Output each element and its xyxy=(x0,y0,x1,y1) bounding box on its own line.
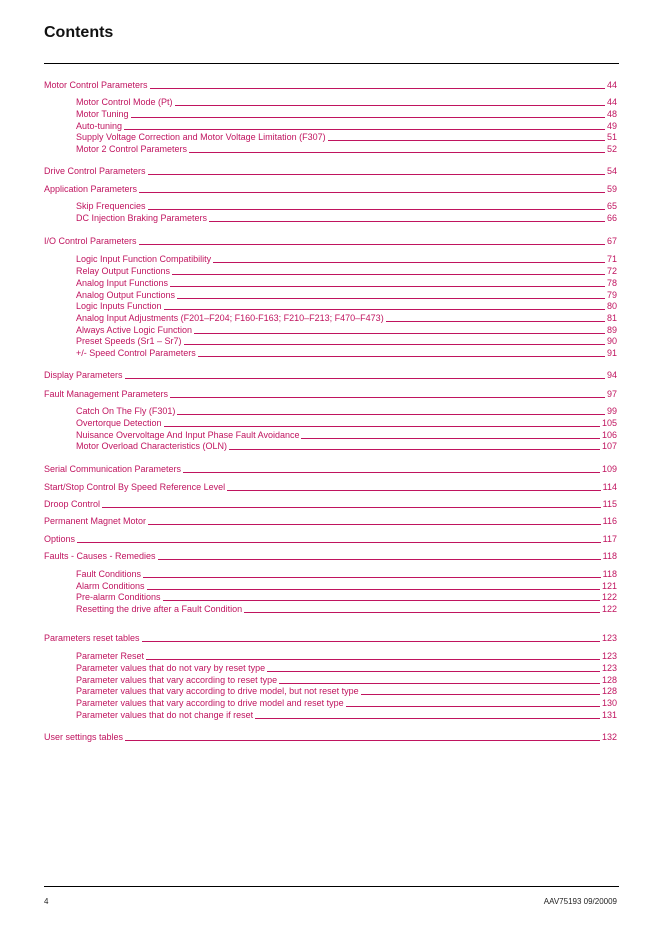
toc-subentry[interactable] xyxy=(76,311,617,323)
toc-leader-line xyxy=(267,671,600,672)
toc-subentry[interactable] xyxy=(76,649,617,661)
toc-subentry[interactable] xyxy=(76,708,617,720)
toc-leader-line xyxy=(125,378,605,379)
toc-entry-page: 59 xyxy=(606,184,617,194)
toc-leader-line xyxy=(244,612,600,613)
toc-entry-page: 94 xyxy=(606,370,617,380)
toc-entry-page: 44 xyxy=(606,97,617,107)
toc-entry-page: 117 xyxy=(602,534,617,544)
toc-entry-page: 116 xyxy=(602,516,617,526)
toc-entry-page: 89 xyxy=(606,325,617,335)
toc-leader-line xyxy=(170,286,605,287)
toc-entry-title: Droop Control xyxy=(44,499,101,509)
toc-leader-line xyxy=(170,397,605,398)
toc-entry-title: Motor Overload Characteristics (OLN) xyxy=(76,441,228,451)
toc-entry-title: Application Parameters xyxy=(44,184,138,194)
toc-leader-line xyxy=(189,152,605,153)
toc-leader-line xyxy=(148,174,605,175)
toc-leader-line xyxy=(146,659,600,660)
toc-leader-line xyxy=(213,262,605,263)
toc-subentry[interactable] xyxy=(76,107,617,119)
toc-subentry[interactable] xyxy=(76,95,617,107)
toc-leader-line xyxy=(131,117,605,118)
toc-subentry[interactable] xyxy=(76,211,617,223)
toc-entry[interactable] xyxy=(44,514,617,526)
toc-entry-page: 115 xyxy=(602,499,617,509)
toc-entry-title: Auto-tuning xyxy=(76,121,123,131)
toc-entry-title: Drive Control Parameters xyxy=(44,166,146,176)
toc-entry-title: Parameter values that vary according to reset type xyxy=(76,675,278,685)
toc-leader-line xyxy=(255,718,600,719)
toc-entry-title: Fault Conditions xyxy=(76,569,142,579)
toc-leader-line xyxy=(143,577,601,578)
toc-leader-line xyxy=(158,559,601,560)
toc-entry-page: 107 xyxy=(601,441,617,451)
toc-leader-line xyxy=(346,706,600,707)
toc-entry[interactable] xyxy=(44,368,617,380)
toc-subentry[interactable] xyxy=(76,602,617,614)
toc-entry-page: 49 xyxy=(606,121,617,131)
toc-entry-title: Always Active Logic Function xyxy=(76,325,193,335)
toc-entry-title: Pre-alarm Conditions xyxy=(76,592,161,602)
toc-leader-line xyxy=(148,209,605,210)
toc-entry[interactable] xyxy=(44,164,617,176)
toc-leader-line xyxy=(148,524,601,525)
toc-subentry[interactable] xyxy=(76,590,617,602)
toc-subentry[interactable] xyxy=(76,264,617,276)
toc-entry-page: 51 xyxy=(606,132,617,142)
toc-entry-title: Parameter values that do not vary by reset type xyxy=(76,663,266,673)
toc-entry-page: 65 xyxy=(606,201,617,211)
toc-leader-line xyxy=(102,507,601,508)
toc-entry[interactable] xyxy=(44,549,617,561)
toc-entry-title: Preset Speeds (Sr1 – Sr7) xyxy=(76,336,182,346)
toc-leader-line xyxy=(77,542,601,543)
toc-leader-line xyxy=(164,426,600,427)
toc-subentry[interactable] xyxy=(76,142,617,154)
toc-entry-page: 122 xyxy=(601,592,617,602)
toc-entry-title: Motor Tuning xyxy=(76,109,129,119)
toc-subentry[interactable] xyxy=(76,199,617,211)
toc-entry-title: Parameter values that do not change if reset xyxy=(76,710,254,720)
toc-entry-page: 131 xyxy=(601,710,617,720)
toc-entry-page: 106 xyxy=(601,430,617,440)
toc-entry-page: 128 xyxy=(601,686,617,696)
toc-entry-page: 118 xyxy=(602,551,617,561)
toc-entry-title: Analog Input Adjustments (F201–F204; F160-F163; F210–F213; F470–F473) xyxy=(76,313,384,323)
toc-leader-line xyxy=(175,105,605,106)
toc-entry-title: Parameter values that vary according to drive model, but not reset type xyxy=(76,686,359,696)
toc-leader-line xyxy=(139,192,605,193)
toc-subentry[interactable] xyxy=(76,130,617,142)
toc-entry-title: Display Parameters xyxy=(44,370,123,380)
toc-leader-line xyxy=(172,274,605,275)
toc-leader-line xyxy=(164,309,605,310)
toc-entry-title: Alarm Conditions xyxy=(76,581,145,591)
toc-entry-title: Supply Voltage Correction and Motor Voltage Limitation (F307) xyxy=(76,132,326,142)
toc-entry-title: Logic Input Function Compatibility xyxy=(76,254,212,264)
toc-leader-line xyxy=(229,449,600,450)
toc-leader-line xyxy=(386,321,605,322)
toc-leader-line xyxy=(139,244,605,245)
toc-entry-title: Serial Communication Parameters xyxy=(44,464,182,474)
toc-leader-line xyxy=(163,600,600,601)
toc-entry-title: DC Injection Braking Parameters xyxy=(76,213,208,223)
toc-subentry[interactable] xyxy=(76,661,617,673)
toc-entry-page: 48 xyxy=(606,109,617,119)
toc-entry-title: Relay Output Functions xyxy=(76,266,171,276)
toc-entry-page: 81 xyxy=(606,313,617,323)
toc-leader-line xyxy=(184,344,605,345)
toc-entry[interactable] xyxy=(44,730,617,742)
toc-entry-page: 121 xyxy=(601,581,617,591)
toc-subentry[interactable] xyxy=(76,252,617,264)
toc-entry[interactable] xyxy=(44,387,617,399)
toc-leader-line xyxy=(177,414,605,415)
toc-entry-page: 122 xyxy=(601,604,617,614)
toc-entry-page: 123 xyxy=(601,663,617,673)
toc-entry-page: 90 xyxy=(606,336,617,346)
toc-leader-line xyxy=(227,490,601,491)
toc-entry-title: Parameter values that vary according to drive model and reset type xyxy=(76,698,344,708)
toc-entry-title: Skip Frequencies xyxy=(76,201,146,211)
toc-subentry[interactable] xyxy=(76,416,617,428)
toc-entry[interactable] xyxy=(44,234,617,246)
toc-leader-line xyxy=(150,88,605,89)
toc-entry-title: I/O Control Parameters xyxy=(44,236,137,246)
toc-leader-line xyxy=(198,356,605,357)
toc-subentry[interactable] xyxy=(76,684,617,696)
toc-leader-line xyxy=(209,221,605,222)
toc-subentry[interactable] xyxy=(76,346,617,358)
page-title: Contents xyxy=(44,24,114,41)
toc-entry-title: Logic Inputs Function xyxy=(76,301,162,311)
toc-entry[interactable] xyxy=(44,532,617,544)
toc-entry-page: 130 xyxy=(601,698,617,708)
toc-entry-page: 80 xyxy=(606,301,617,311)
toc-subentry[interactable] xyxy=(76,439,617,451)
footer-page-number: 4 xyxy=(44,897,49,906)
toc-entry[interactable] xyxy=(44,462,617,474)
toc-entry-page: 97 xyxy=(606,389,617,399)
toc-entry-page: 79 xyxy=(606,290,617,300)
toc-entry-page: 123 xyxy=(601,651,617,661)
toc-entry-page: 67 xyxy=(606,236,617,246)
toc-entry-page: 118 xyxy=(602,569,617,579)
toc-entry-title: Catch On The Fly (F301) xyxy=(76,406,176,416)
toc-entry-page: 52 xyxy=(606,144,617,154)
toc-entry-title: Motor Control Mode (Pt) xyxy=(76,97,173,107)
toc-leader-line xyxy=(361,694,600,695)
toc-entry-title: Options xyxy=(44,534,76,544)
bottom-divider xyxy=(44,886,619,887)
toc-subentry[interactable] xyxy=(76,404,617,416)
toc-entry-page: 99 xyxy=(606,406,617,416)
toc-entry-title: Analog Output Functions xyxy=(76,290,176,300)
toc-entry[interactable] xyxy=(44,480,617,492)
toc-entry[interactable] xyxy=(44,631,617,643)
toc-entry-title: Parameters reset tables xyxy=(44,633,140,643)
toc-entry-page: 123 xyxy=(601,633,617,643)
toc-entry-title: Start/Stop Control By Speed Reference Level xyxy=(44,482,226,492)
toc-subentry[interactable] xyxy=(76,334,617,346)
toc-leader-line xyxy=(125,740,600,741)
toc-leader-line xyxy=(142,641,600,642)
toc-entry[interactable] xyxy=(44,182,617,194)
footer-document-id: AAV75193 09/20009 xyxy=(543,897,617,906)
toc-entry-title: Permanent Magnet Motor xyxy=(44,516,147,526)
toc-subentry[interactable] xyxy=(76,299,617,311)
toc-entry-title: Analog Input Functions xyxy=(76,278,169,288)
toc-entry[interactable] xyxy=(44,497,617,509)
toc-entry-title: Nuisance Overvoltage And Input Phase Fault Avoidance xyxy=(76,430,300,440)
toc-entry-title: Overtorque Detection xyxy=(76,418,162,428)
toc-entry-page: 91 xyxy=(606,348,617,358)
toc-entry-title: Faults - Causes - Remedies xyxy=(44,551,156,561)
toc-entry-page: 71 xyxy=(606,254,617,264)
toc-entry-page: 54 xyxy=(606,166,617,176)
toc-entry-title: Motor Control Parameters xyxy=(44,80,148,90)
toc-entry-title: Parameter Reset xyxy=(76,651,145,661)
toc-entry-title: Resetting the drive after a Fault Condition xyxy=(76,604,243,614)
toc-leader-line xyxy=(183,472,600,473)
toc-entry-title: Fault Management Parameters xyxy=(44,389,169,399)
toc-entry-page: 109 xyxy=(601,464,617,474)
toc-entry-page: 105 xyxy=(601,418,617,428)
toc-entry-page: 66 xyxy=(606,213,617,223)
toc-entry-page: 44 xyxy=(606,80,617,90)
toc-entry[interactable] xyxy=(44,78,617,90)
toc-leader-line xyxy=(328,140,605,141)
toc-subentry[interactable] xyxy=(76,276,617,288)
toc-subentry[interactable] xyxy=(76,567,617,579)
toc-entry-page: 78 xyxy=(606,278,617,288)
toc-entry-title: +/- Speed Control Parameters xyxy=(76,348,196,358)
toc-subentry[interactable] xyxy=(76,696,617,708)
toc-entry-title: User settings tables xyxy=(44,732,124,742)
toc-entry-page: 132 xyxy=(601,732,617,742)
toc-entry-title: Motor 2 Control Parameters xyxy=(76,144,188,154)
toc-entry-page: 114 xyxy=(602,482,617,492)
toc-entry-page: 72 xyxy=(606,266,617,276)
toc-entry-page: 128 xyxy=(601,675,617,685)
